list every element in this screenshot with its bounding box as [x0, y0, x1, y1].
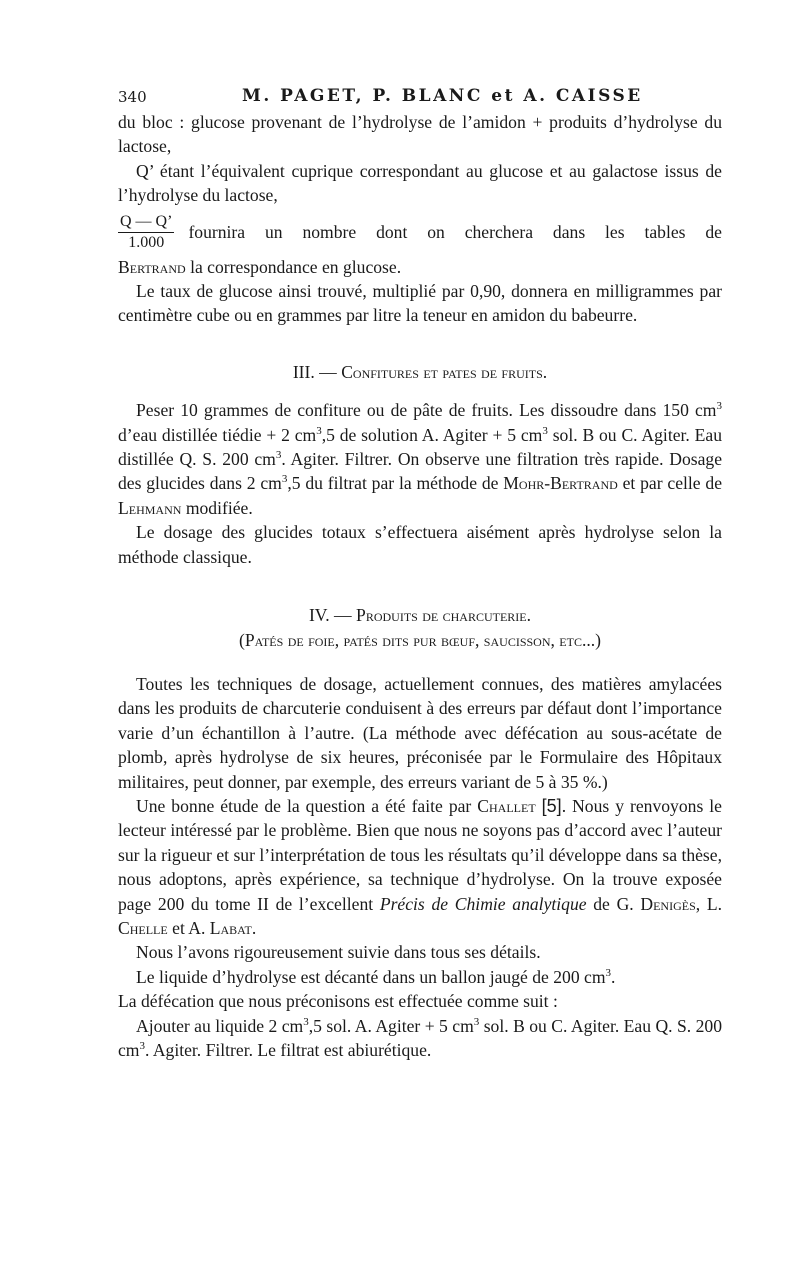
page: [118, 84, 722, 1062]
text-run: Une bonne étude de la question a été faite par: [136, 795, 478, 816]
fraction-line: [118, 212, 722, 253]
text-run: Le liquide d’hydrolyse est décanté dans un ballon jaugé de 200 cm: [136, 966, 606, 987]
text-run: sol. B ou C. Agiter. Eau Q. S. 200 cm: [118, 1015, 722, 1060]
paragraph: [118, 1014, 722, 1063]
text-run: , L.: [695, 893, 722, 914]
section-subheading: (Patés de foie, patés dits pur bœuf, saucisson, etc...): [238, 629, 602, 650]
paragraph: Le taux de glucose ainsi trouvé, multiplié par 0,90, donnera en milligrammes par centimètre cube ou en grammes par litre la teneur en amidon du babeurre.: [118, 281, 722, 326]
text-run: . Agiter. Filtrer. On observe une filtration très rapide. Dosage des glucides dans 2 cm: [118, 449, 723, 494]
text-run: de G.: [586, 893, 641, 914]
paragraph: [118, 255, 722, 279]
fraction: [118, 212, 174, 253]
text-run: et par celle de: [617, 473, 723, 494]
body-text: [118, 110, 722, 1062]
section-number: III. —: [292, 361, 342, 382]
author-name: Denigès: [640, 893, 696, 914]
book-title: Précis de Chimie analytique: [379, 893, 587, 914]
superscript: 3: [542, 424, 548, 437]
superscript: 3: [275, 449, 282, 462]
text-run: ,5 de solution A. Agiter + 5 cm: [321, 424, 543, 445]
text-run: sol. B ou C. Agiter. Eau distillée Q. S. 200 cm: [118, 424, 722, 470]
superscript: 3: [605, 966, 612, 979]
text-run: ,5 du filtrat par la méthode de: [287, 473, 504, 494]
paragraph: [118, 965, 722, 989]
section-heading: [118, 360, 722, 384]
text-run: . Nous y renvoyons le lecteur intéressé par le problème. Bien que nous ne soyons pas d’accord avec l’auteur sur la rigueur et sur l’interprétation de tous les résultats qu’il développe dans sa thèse, nous adoptons, après expérience, sa technique d’hydrolyse. On la trouve exposée page 200 du tome II de l’excellent: [118, 795, 722, 914]
author-name: Challet: [477, 795, 536, 816]
paragraph: Nous l’avons rigoureusement suivie dans tous ses détails.: [136, 942, 541, 963]
fraction-numerator: Q — Q’: [118, 212, 174, 233]
superscript: 3: [473, 1015, 480, 1028]
superscript: 3: [303, 1015, 309, 1028]
author-name: Mohr-Bertrand: [503, 473, 618, 494]
text-run: .: [251, 917, 257, 938]
author-name: Chelle: [118, 917, 168, 938]
text-run: modifiée.: [181, 497, 253, 518]
fraction-text: fournira un nombre dont on cherchera dans les tables de: [188, 221, 722, 242]
fraction-denominator: 1.000: [128, 233, 165, 251]
running-title: M. PAGET, P. BLANC et A. CAISSE: [242, 86, 643, 106]
paragraph: [118, 398, 722, 520]
text-run: et A.: [167, 917, 210, 938]
text-run: la correspondance en glucose.: [185, 256, 402, 277]
superscript: 3: [316, 424, 322, 437]
paragraph: La défécation que nous préconisons est effectuée comme suit :: [118, 991, 558, 1012]
author-name: Lehmann: [118, 497, 182, 518]
text-run: d’eau distillée tiédie + 2 cm: [118, 424, 317, 445]
superscript: 3: [281, 473, 288, 486]
section-title: Confitures et pates de fruits.: [341, 361, 548, 382]
text-run: .: [611, 966, 616, 987]
paragraph: Le dosage des glucides totaux s’effectuera aisément après hydrolyse selon la méthode classique.: [118, 522, 722, 567]
author-name: Labat: [209, 917, 252, 938]
text-run: . Agiter. Filtrer. Le filtrat est abiurétique.: [145, 1040, 432, 1060]
text-run: Ajouter au liquide 2 cm: [136, 1015, 304, 1036]
section-title: Produits de charcuterie.: [356, 605, 532, 626]
superscript: 3: [716, 400, 722, 413]
text-run: Peser 10 grammes de confiture ou de pâte de fruits. Les dissoudre dans 150 cm: [136, 400, 717, 421]
paragraph: Q’ étant l’équivalent cuprique correspondant au glucose et au galactose issus de l’hydrolyse du lactose,: [118, 160, 722, 206]
author-name: Bertrand: [118, 256, 186, 277]
section-heading: [118, 603, 722, 627]
text-run: ,5 sol. A. Agiter + 5 cm: [308, 1015, 474, 1036]
page-header: [118, 84, 722, 110]
page-number: 340: [118, 88, 147, 106]
paragraph: [118, 794, 722, 940]
paragraph: Toutes les techniques de dosage, actuellement connues, des matières amylacées dans les produits de charcuterie conduisent à des erreurs par défaut dont l’importance varie d’un échantillon à l’autre. (La méthode avec défécation au sous-acétate de plomb, après hydrolyse de six heures, préconisée par le Formulaire des Hôpitaux militaires, peut donner, par exemple, des erreurs variant de 5 à 35 %.): [118, 673, 722, 792]
paragraph: du bloc : glucose provenant de l’hydrolyse de l’amidon + produits d’hydrolyse du lactose,: [118, 112, 722, 157]
section-number: IV. —: [308, 605, 357, 626]
reference: [5]: [541, 795, 562, 816]
superscript: 3: [139, 1040, 145, 1053]
